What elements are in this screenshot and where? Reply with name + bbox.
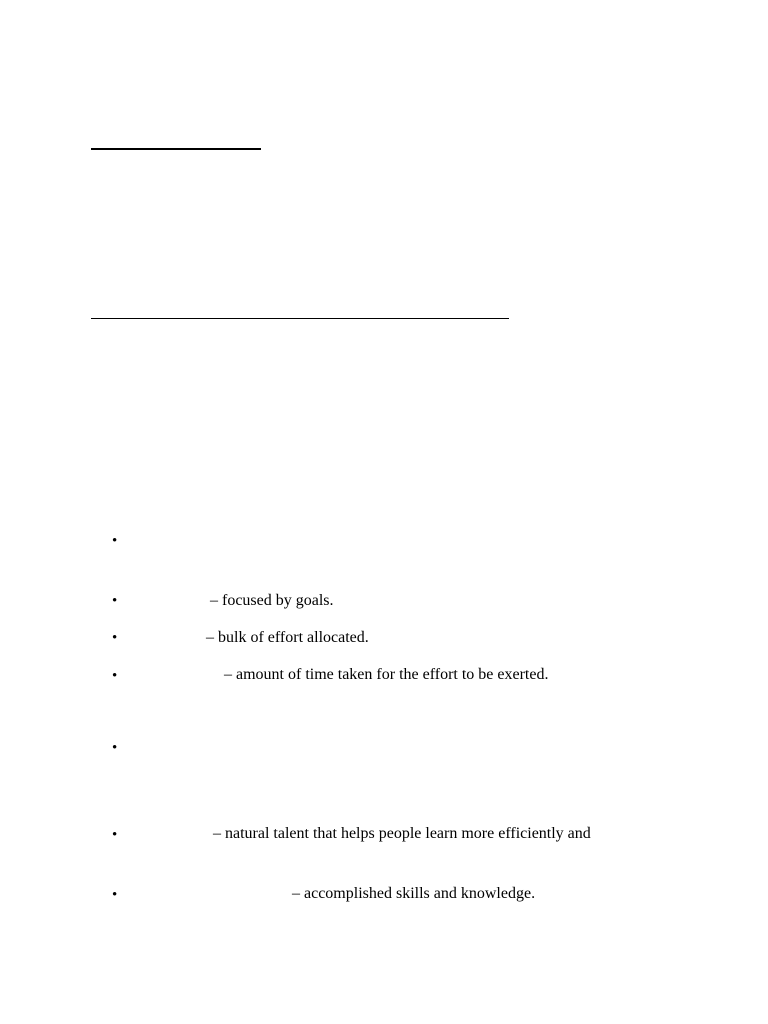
list-item-text: – natural talent that helps people learn more efficiently and — [213, 825, 591, 842]
bullet-marker: • — [112, 630, 118, 646]
bullet-marker: • — [112, 593, 118, 609]
list-item-text: – amount of time taken for the effort to be exerted. — [224, 666, 549, 683]
section-underline — [91, 318, 509, 319]
bullet-marker: • — [112, 827, 118, 843]
list-item-text: – accomplished skills and knowledge. — [292, 885, 536, 902]
bullet-marker: • — [112, 533, 118, 549]
bullet-marker: • — [112, 668, 118, 684]
heading-underline — [91, 148, 261, 150]
bullet-marker: • — [112, 887, 118, 903]
list-item-text: – focused by goals. — [210, 592, 334, 609]
list-item-text: – bulk of effort allocated. — [206, 629, 369, 646]
bullet-marker: • — [112, 740, 118, 756]
